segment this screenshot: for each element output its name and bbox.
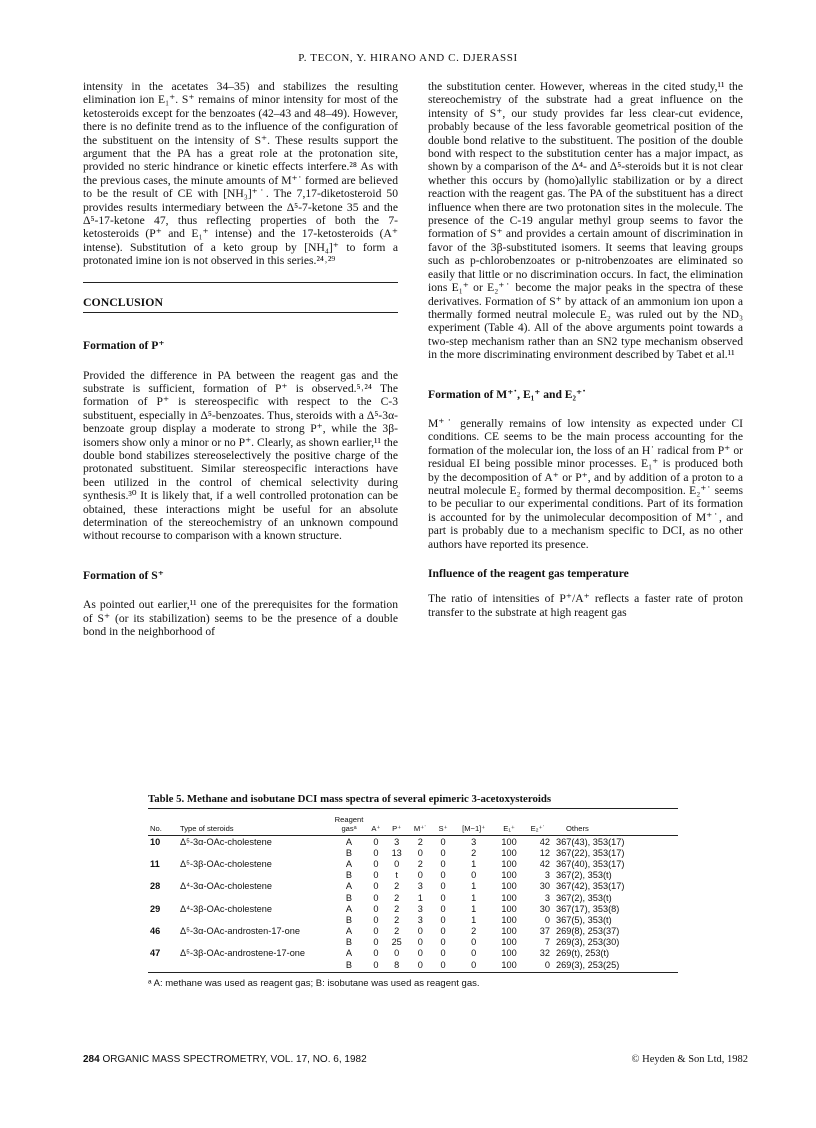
table-cell: 0 — [417, 926, 423, 937]
table-cell: 0 — [440, 959, 446, 970]
table-cell: 2 — [394, 903, 400, 914]
table-cell: 367(42), 353(17) — [556, 881, 625, 892]
table-cell: 0 — [417, 870, 423, 881]
table-cell: 0 — [373, 926, 379, 937]
column-header: S⁺ — [438, 824, 448, 833]
table-cell: 367(2), 353(t) — [556, 870, 612, 881]
table-cell: Δ⁵-3α-OAc-androsten-17-one — [180, 926, 300, 937]
table-cell: 28 — [150, 881, 161, 892]
table-cell: 2 — [394, 892, 400, 903]
table-cell: 0 — [471, 948, 477, 959]
table-cell — [148, 914, 178, 925]
table-cell: Δ⁵-3α-OAc-cholestene — [180, 836, 272, 847]
table-cell — [178, 847, 332, 858]
paragraph: As pointed out earlier,¹¹ one of the prerequisites for the formation of S⁺ (or its stabilization) seems to be the presence of a double bond in the neighborhood of — [83, 598, 398, 638]
left-column — [83, 80, 398, 638]
table-cell: 3 — [544, 870, 550, 881]
table-cell: 100 — [501, 959, 517, 970]
table-cell: 0 — [417, 847, 423, 858]
table-cell: 0 — [544, 914, 550, 925]
table-cell: 0 — [440, 903, 446, 914]
table-cell: 0 — [373, 847, 379, 858]
subsection-heading: Formation of M⁺˙, E₁⁺ and E₂⁺˙ — [428, 387, 586, 401]
table-cell: 1 — [471, 903, 477, 914]
subsection-heading: Formation of P⁺ — [83, 339, 165, 353]
column-header: Type of steroids — [180, 824, 234, 833]
table-cell: 37 — [539, 926, 550, 937]
table-cell: 0 — [373, 892, 379, 903]
table-cell: 0 — [373, 937, 379, 948]
table-cell: 367(17), 353(8) — [556, 903, 620, 914]
table-cell: 100 — [501, 870, 517, 881]
table-cell: 0 — [440, 926, 446, 937]
table-cell: 10 — [150, 836, 161, 847]
table-cell: A — [345, 948, 353, 959]
table-cell: 0 — [394, 948, 400, 959]
table-cell: 0 — [440, 892, 446, 903]
column-header: Reagent gasᵃ — [334, 815, 364, 833]
table-cell: 1 — [471, 892, 477, 903]
table-cell: 0 — [373, 948, 379, 959]
paragraph: The ratio of intensities of P⁺/A⁺ reflects a faster rate of proton transfer to the substrate at high reagent gas — [428, 592, 743, 619]
table-cell — [148, 937, 178, 948]
paragraph: intensity in the acetates 34–35) and stabilizes the resulting elimination ion E₁⁺. S⁺ remains of minor intensity for most of the ketosteroids except for the benzoates (42–43 and 48–49). However, there is no definite trend as to the influence of the configuration of the substituent on the intensity of S⁺. These results support the argument that the PA has a great role at the protonation site, provided no steric hindrance or kinetic effects interfere.²⁸ As with the previous cases, the minute amounts of M⁺˙ formed are believed to be the result of CE with [NH₃]⁺˙. The 7,17-diketosteroid 50 provides results intermediary between the Δ⁵-7-ketone 35 and the Δ⁵-17-ketone 47, thus reflecting properties of both the 7-ketosteroids (P⁺ and E₁⁺ intense) and the 17-ketosteroids (A⁺ intense). Substitution of a keto group by [NH₄]⁺ to form a protonated imine ion is not observed in this series.²⁴˒²⁹ — [83, 80, 398, 268]
paragraph: Provided the difference in PA between the reagent gas and the substrate is sufficient, formation of P⁺ is observed.⁵˒²⁴ The formation of P⁺ is stereospecific with respect to the C-3 substituent, especially in Δ⁵-benzoates. Thus, steroids with a Δ⁵-3α-benzoate group display a moderate to strong P⁺, while the 3β-isomers show only a minor or no P⁺. Clearly, as shown earlier,¹¹ the double bond stabilizes stereoselectively the positive charge of the protonated substituent. Similar stereospecific interactions have been utilized in the control of chemical selectivity during synthesis.³⁰ It is likely that, if a well controlled protonation can be obtained, these interactions might be useful for an absolute determination of the stereochemistry of an unknown compound without recourse to comparison with a known structure. — [83, 368, 398, 543]
table-cell: 1 — [471, 881, 477, 892]
table-cell: 0 — [544, 959, 550, 970]
table-cell: B — [345, 870, 353, 881]
column-header: M⁺˙ — [413, 824, 427, 833]
table-row — [148, 870, 678, 881]
table-footnote: ᵃ A: methane was used as reagent gas; B: isobutane was used as reagent gas. — [148, 978, 480, 990]
table-cell: 11 — [150, 858, 160, 869]
table-cell: 2 — [394, 881, 400, 892]
table-cell — [178, 892, 332, 903]
page-number: 284 — [83, 1054, 100, 1065]
table-cell: 269(3), 253(25) — [556, 959, 620, 970]
table-cell: 367(22), 353(17) — [556, 847, 625, 858]
table-cell: Δ⁵-3β-OAc-androstene-17-one — [180, 948, 306, 959]
table-cell: 3 — [417, 881, 423, 892]
table-cell: 0 — [440, 870, 446, 881]
table-cell: 100 — [501, 847, 517, 858]
table-cell: 100 — [501, 914, 517, 925]
table-cell: 0 — [394, 858, 400, 869]
table-cell: 100 — [501, 881, 517, 892]
table-cell: Δ⁴-3β-OAc-cholestene — [180, 903, 272, 914]
table-cell: 100 — [501, 948, 517, 959]
table-cell: 3 — [417, 914, 423, 925]
table-cell: 0 — [373, 914, 379, 925]
table-cell: 25 — [391, 937, 402, 948]
table-cell: B — [345, 937, 353, 948]
table-cell: 3 — [544, 892, 550, 903]
table-cell: 8 — [394, 959, 400, 970]
table-cell: A — [345, 881, 353, 892]
copyright: © Heyden & Son Ltd, 1982 — [631, 1054, 748, 1065]
table-row — [148, 937, 678, 948]
table-cell: 0 — [440, 847, 446, 858]
table-cell: 269(3), 253(30) — [556, 937, 620, 948]
page-footer — [83, 1054, 748, 1065]
table-row — [148, 903, 678, 914]
table-cell: 32 — [539, 948, 550, 959]
table-cell: 1 — [471, 914, 477, 925]
table-cell: 0 — [373, 870, 379, 881]
paragraph: M⁺˙ generally remains of low intensity as expected under CI conditions. CE seems to be the main process accounting for the formation of the molecular ion, the loss of an H˙ radical from P⁺ or residual EI being possible minor processes. E₁⁺ is produced both by the decomposition of A⁺ or P⁺, and by addition of a proton to a neutral molecule E₂ formed by thermal decomposition. E₂⁺˙ seems to be peculiar to our experimental conditions. Part of its formation is accounted for by the unimolecular decomposition of M⁺˙, and part is probably due to a mechanism specific to DCI, as no other authors have reported its presence. — [428, 416, 743, 551]
table-row — [148, 847, 678, 858]
table-cell: 0 — [440, 836, 446, 847]
table-cell: Δ⁴-3α-OAc-cholestene — [180, 881, 272, 892]
table-cell: 0 — [440, 914, 446, 925]
table-row — [148, 858, 678, 869]
table-cell: 0 — [373, 881, 379, 892]
data-table — [148, 809, 678, 970]
table-cell: 42 — [539, 836, 550, 847]
table-cell: A — [345, 903, 353, 914]
table-cell: 7 — [544, 937, 550, 948]
table-cell — [148, 870, 178, 881]
table-cell: 0 — [471, 959, 477, 970]
table-cell: B — [345, 959, 353, 970]
table-cell — [178, 959, 332, 970]
table-cell — [178, 937, 332, 948]
column-header: E₁⁺ — [503, 824, 515, 833]
table-cell: 0 — [440, 937, 446, 948]
table-cell: 100 — [501, 858, 517, 869]
table-row — [148, 914, 678, 925]
table-cell: 0 — [440, 881, 446, 892]
table-cell: 367(43), 353(17) — [556, 836, 625, 847]
table-cell — [148, 892, 178, 903]
table-cell: 12 — [539, 847, 550, 858]
table-cell: 2 — [394, 914, 400, 925]
table-cell: 46 — [150, 926, 161, 937]
running-header: P. TECON, Y. HIRANO AND C. DJERASSI — [298, 52, 518, 64]
table-row — [148, 926, 678, 937]
column-header: No. — [150, 824, 162, 833]
table-row — [148, 959, 678, 970]
table-cell: 367(40), 353(17) — [556, 858, 625, 869]
table-cell: B — [345, 892, 353, 903]
table-cell: B — [345, 914, 353, 925]
table-cell: 100 — [501, 903, 517, 914]
table-cell: 0 — [471, 937, 477, 948]
table-cell: 30 — [539, 903, 550, 914]
table-header-row — [148, 809, 678, 836]
table-cell: 2 — [417, 858, 423, 869]
table-cell: Δ⁵-3β-OAc-cholestene — [180, 858, 272, 869]
table-cell: 0 — [373, 858, 379, 869]
table-cell: 13 — [391, 847, 402, 858]
table-row — [148, 948, 678, 959]
table-cell: B — [345, 847, 353, 858]
table-caption: Table 5. Methane and isobutane DCI mass spectra of several epimeric 3-acetoxysteroids — [148, 793, 678, 809]
table-cell: 100 — [501, 836, 517, 847]
table-row — [148, 836, 678, 848]
table-cell: 100 — [501, 926, 517, 937]
table-cell: 367(5), 353(t) — [556, 914, 612, 925]
table-cell: 100 — [501, 937, 517, 948]
table-cell: 29 — [150, 903, 161, 914]
table-cell: 0 — [471, 870, 477, 881]
column-header: A⁺ — [371, 824, 381, 833]
table-cell: A — [345, 836, 353, 847]
table-cell: 0 — [417, 959, 423, 970]
right-column — [428, 80, 743, 619]
table-cell: 0 — [373, 959, 379, 970]
table-cell: t — [395, 870, 398, 881]
table-cell: 0 — [417, 948, 423, 959]
subsection-heading: Influence of the reagent gas temperature — [428, 567, 629, 580]
table-cell: 100 — [501, 892, 517, 903]
table-cell: 3 — [394, 836, 400, 847]
table-cell: 0 — [417, 937, 423, 948]
table-cell: 1 — [417, 892, 423, 903]
table-cell: 0 — [373, 903, 379, 914]
table-cell: 2 — [471, 926, 477, 937]
table-cell: 269(8), 253(37) — [556, 926, 620, 937]
column-header: [M−1]⁺ — [462, 824, 486, 833]
table-cell: A — [345, 926, 353, 937]
column-header: Others — [566, 824, 589, 833]
column-header: P⁺ — [392, 824, 402, 833]
section-heading-conclusion: CONCLUSION — [83, 293, 398, 313]
table-cell: 0 — [373, 836, 379, 847]
table-cell — [178, 870, 332, 881]
paragraph: the substitution center. However, whereas in the cited study,¹¹ the stereochemistry of the substrate had a great influence on the intensity of S⁺, our study provides far less clear-cut evidence, probably because of the less favorable geometrical position of the double bond relative to the substituent. The position of the double bond with respect to the substitution center has a major impact, as shown by a comparison of the Δ⁴- and Δ⁵-steroids but it is not clear whether this occurs by (homo)allylic stabilization or by a direct reaction with the reagent gas. The PA of the substituent has a direct influence when there are two protonation sites in the molecule. The presence of the C-19 angular methyl group seems to favor the formation of S⁺ and provides a certain amount of discrimination in favor of the 3β-substituted isomers. It seems that leaving groups such as p-chlorobenzoates or p-nitrobenzoates are eliminated so easily that little or no discrimination occurs. In fact, the elimination ions E₁⁺ or E₂⁺˙ become the major peaks in the spectra of these derivatives. Formation of S⁺ by attack of an ammonium ion upon a thermally formed neutral molecule E₂ was ruled out by the ND₃ experiment (Table 4). All of the above arguments point towards a two-step mechanism rather than an SN2 type mechanism observed in the more discriminating environment described by Tabet et al.¹¹ — [428, 80, 743, 362]
table-row — [148, 881, 678, 892]
table-cell: 42 — [539, 858, 550, 869]
table-cell — [148, 847, 178, 858]
table-cell: 1 — [471, 858, 477, 869]
table-cell: 47 — [150, 948, 161, 959]
column-header: E₂⁺˙ — [530, 824, 546, 833]
table-cell — [148, 959, 178, 970]
table-5 — [148, 793, 678, 989]
table-cell: 2 — [394, 926, 400, 937]
table-cell: 30 — [539, 881, 550, 892]
table-cell: 0 — [440, 948, 446, 959]
table-cell: 3 — [417, 903, 423, 914]
table-cell: 0 — [440, 858, 446, 869]
journal-name: ORGANIC MASS SPECTROMETRY, VOL. 17, NO. 6, 1982 — [102, 1054, 367, 1065]
table-cell: 269(t), 253(t) — [556, 948, 610, 959]
table-cell: 3 — [471, 836, 477, 847]
table-cell: 367(2), 353(t) — [556, 892, 612, 903]
table-cell: 2 — [417, 836, 423, 847]
table-cell: 2 — [471, 847, 477, 858]
table-cell: A — [345, 858, 353, 869]
table-cell — [178, 914, 332, 925]
table-row — [148, 892, 678, 903]
subsection-heading: Formation of S⁺ — [83, 568, 164, 582]
